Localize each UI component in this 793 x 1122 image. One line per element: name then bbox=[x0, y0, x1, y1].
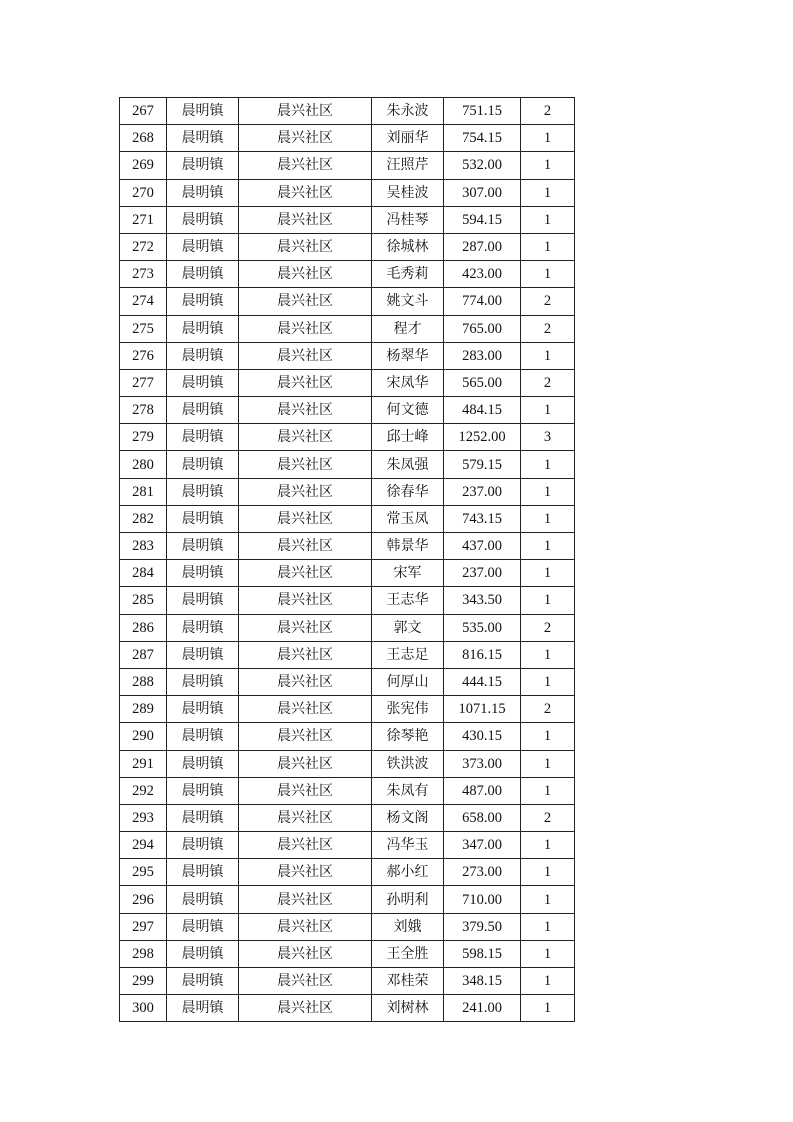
table-row bbox=[120, 723, 575, 750]
amount-cell: 1252.00 bbox=[444, 424, 521, 451]
table-row bbox=[120, 451, 575, 478]
row-index-cell: 269 bbox=[120, 152, 167, 179]
town-cell: 晨明镇 bbox=[167, 560, 239, 587]
town-cell: 晨明镇 bbox=[167, 125, 239, 152]
row-index-cell: 278 bbox=[120, 397, 167, 424]
row-index-cell: 286 bbox=[120, 614, 167, 641]
table-row bbox=[120, 98, 575, 125]
town-cell: 晨明镇 bbox=[167, 288, 239, 315]
table-row bbox=[120, 832, 575, 859]
town-cell: 晨明镇 bbox=[167, 478, 239, 505]
community-cell: 晨兴社区 bbox=[239, 777, 372, 804]
table-row bbox=[120, 696, 575, 723]
count-cell: 1 bbox=[521, 451, 575, 478]
count-cell: 2 bbox=[521, 98, 575, 125]
count-cell: 1 bbox=[521, 777, 575, 804]
count-cell: 1 bbox=[521, 913, 575, 940]
table-row bbox=[120, 913, 575, 940]
count-cell: 1 bbox=[521, 750, 575, 777]
table-row bbox=[120, 668, 575, 695]
data-table bbox=[119, 97, 575, 1022]
name-cell: 程才 bbox=[372, 315, 444, 342]
table-row bbox=[120, 587, 575, 614]
town-cell: 晨明镇 bbox=[167, 369, 239, 396]
amount-cell: 710.00 bbox=[444, 886, 521, 913]
town-cell: 晨明镇 bbox=[167, 505, 239, 532]
town-cell: 晨明镇 bbox=[167, 98, 239, 125]
amount-cell: 765.00 bbox=[444, 315, 521, 342]
community-cell: 晨兴社区 bbox=[239, 533, 372, 560]
table-row bbox=[120, 261, 575, 288]
community-cell: 晨兴社区 bbox=[239, 315, 372, 342]
community-cell: 晨兴社区 bbox=[239, 668, 372, 695]
amount-cell: 241.00 bbox=[444, 995, 521, 1022]
row-index-cell: 273 bbox=[120, 261, 167, 288]
table-row bbox=[120, 777, 575, 804]
amount-cell: 1071.15 bbox=[444, 696, 521, 723]
amount-cell: 754.15 bbox=[444, 125, 521, 152]
name-cell: 铁洪波 bbox=[372, 750, 444, 777]
amount-cell: 579.15 bbox=[444, 451, 521, 478]
count-cell: 1 bbox=[521, 995, 575, 1022]
community-cell: 晨兴社区 bbox=[239, 560, 372, 587]
town-cell: 晨明镇 bbox=[167, 804, 239, 831]
town-cell: 晨明镇 bbox=[167, 533, 239, 560]
town-cell: 晨明镇 bbox=[167, 968, 239, 995]
amount-cell: 273.00 bbox=[444, 859, 521, 886]
amount-cell: 283.00 bbox=[444, 342, 521, 369]
name-cell: 徐城林 bbox=[372, 233, 444, 260]
count-cell: 3 bbox=[521, 424, 575, 451]
row-index-cell: 267 bbox=[120, 98, 167, 125]
community-cell: 晨兴社区 bbox=[239, 696, 372, 723]
table-row bbox=[120, 233, 575, 260]
name-cell: 刘丽华 bbox=[372, 125, 444, 152]
count-cell: 1 bbox=[521, 342, 575, 369]
count-cell: 1 bbox=[521, 723, 575, 750]
amount-cell: 565.00 bbox=[444, 369, 521, 396]
row-index-cell: 296 bbox=[120, 886, 167, 913]
count-cell: 1 bbox=[521, 152, 575, 179]
name-cell: 何文德 bbox=[372, 397, 444, 424]
count-cell: 2 bbox=[521, 288, 575, 315]
row-index-cell: 287 bbox=[120, 641, 167, 668]
row-index-cell: 299 bbox=[120, 968, 167, 995]
town-cell: 晨明镇 bbox=[167, 261, 239, 288]
count-cell: 1 bbox=[521, 668, 575, 695]
town-cell: 晨明镇 bbox=[167, 342, 239, 369]
community-cell: 晨兴社区 bbox=[239, 397, 372, 424]
community-cell: 晨兴社区 bbox=[239, 98, 372, 125]
town-cell: 晨明镇 bbox=[167, 723, 239, 750]
community-cell: 晨兴社区 bbox=[239, 859, 372, 886]
amount-cell: 658.00 bbox=[444, 804, 521, 831]
row-index-cell: 279 bbox=[120, 424, 167, 451]
table-row bbox=[120, 152, 575, 179]
name-cell: 朱凤有 bbox=[372, 777, 444, 804]
table-row bbox=[120, 478, 575, 505]
count-cell: 1 bbox=[521, 233, 575, 260]
name-cell: 朱凤强 bbox=[372, 451, 444, 478]
community-cell: 晨兴社区 bbox=[239, 179, 372, 206]
community-cell: 晨兴社区 bbox=[239, 587, 372, 614]
amount-cell: 774.00 bbox=[444, 288, 521, 315]
community-cell: 晨兴社区 bbox=[239, 369, 372, 396]
community-cell: 晨兴社区 bbox=[239, 804, 372, 831]
amount-cell: 594.15 bbox=[444, 206, 521, 233]
row-index-cell: 298 bbox=[120, 940, 167, 967]
community-cell: 晨兴社区 bbox=[239, 614, 372, 641]
name-cell: 毛秀莉 bbox=[372, 261, 444, 288]
count-cell: 1 bbox=[521, 587, 575, 614]
name-cell: 冯华玉 bbox=[372, 832, 444, 859]
count-cell: 1 bbox=[521, 560, 575, 587]
name-cell: 刘树林 bbox=[372, 995, 444, 1022]
town-cell: 晨明镇 bbox=[167, 424, 239, 451]
town-cell: 晨明镇 bbox=[167, 750, 239, 777]
name-cell: 张宪伟 bbox=[372, 696, 444, 723]
count-cell: 2 bbox=[521, 315, 575, 342]
town-cell: 晨明镇 bbox=[167, 152, 239, 179]
community-cell: 晨兴社区 bbox=[239, 723, 372, 750]
amount-cell: 348.15 bbox=[444, 968, 521, 995]
count-cell: 2 bbox=[521, 804, 575, 831]
name-cell: 王志华 bbox=[372, 587, 444, 614]
town-cell: 晨明镇 bbox=[167, 206, 239, 233]
row-index-cell: 295 bbox=[120, 859, 167, 886]
row-index-cell: 297 bbox=[120, 913, 167, 940]
name-cell: 常玉凤 bbox=[372, 505, 444, 532]
row-index-cell: 281 bbox=[120, 478, 167, 505]
row-index-cell: 270 bbox=[120, 179, 167, 206]
table-row bbox=[120, 804, 575, 831]
community-cell: 晨兴社区 bbox=[239, 206, 372, 233]
table-row bbox=[120, 533, 575, 560]
table-row bbox=[120, 859, 575, 886]
town-cell: 晨明镇 bbox=[167, 315, 239, 342]
name-cell: 邓桂荣 bbox=[372, 968, 444, 995]
name-cell: 姚文斗 bbox=[372, 288, 444, 315]
table-row bbox=[120, 424, 575, 451]
town-cell: 晨明镇 bbox=[167, 614, 239, 641]
table-row bbox=[120, 288, 575, 315]
row-index-cell: 275 bbox=[120, 315, 167, 342]
community-cell: 晨兴社区 bbox=[239, 478, 372, 505]
count-cell: 1 bbox=[521, 886, 575, 913]
town-cell: 晨明镇 bbox=[167, 940, 239, 967]
count-cell: 1 bbox=[521, 397, 575, 424]
row-index-cell: 282 bbox=[120, 505, 167, 532]
row-index-cell: 291 bbox=[120, 750, 167, 777]
row-index-cell: 277 bbox=[120, 369, 167, 396]
community-cell: 晨兴社区 bbox=[239, 641, 372, 668]
count-cell: 1 bbox=[521, 505, 575, 532]
table-row bbox=[120, 179, 575, 206]
name-cell: 宋凤华 bbox=[372, 369, 444, 396]
row-index-cell: 293 bbox=[120, 804, 167, 831]
table-row bbox=[120, 940, 575, 967]
count-cell: 2 bbox=[521, 696, 575, 723]
name-cell: 吴桂波 bbox=[372, 179, 444, 206]
name-cell: 汪照芹 bbox=[372, 152, 444, 179]
count-cell: 1 bbox=[521, 179, 575, 206]
name-cell: 刘娥 bbox=[372, 913, 444, 940]
community-cell: 晨兴社区 bbox=[239, 968, 372, 995]
name-cell: 徐春华 bbox=[372, 478, 444, 505]
table-row bbox=[120, 560, 575, 587]
row-index-cell: 300 bbox=[120, 995, 167, 1022]
town-cell: 晨明镇 bbox=[167, 587, 239, 614]
town-cell: 晨明镇 bbox=[167, 233, 239, 260]
community-cell: 晨兴社区 bbox=[239, 832, 372, 859]
table-row bbox=[120, 995, 575, 1022]
amount-cell: 816.15 bbox=[444, 641, 521, 668]
town-cell: 晨明镇 bbox=[167, 668, 239, 695]
name-cell: 王志足 bbox=[372, 641, 444, 668]
town-cell: 晨明镇 bbox=[167, 696, 239, 723]
name-cell: 孙明利 bbox=[372, 886, 444, 913]
community-cell: 晨兴社区 bbox=[239, 342, 372, 369]
amount-cell: 437.00 bbox=[444, 533, 521, 560]
row-index-cell: 288 bbox=[120, 668, 167, 695]
row-index-cell: 274 bbox=[120, 288, 167, 315]
community-cell: 晨兴社区 bbox=[239, 424, 372, 451]
row-index-cell: 283 bbox=[120, 533, 167, 560]
count-cell: 1 bbox=[521, 859, 575, 886]
community-cell: 晨兴社区 bbox=[239, 152, 372, 179]
town-cell: 晨明镇 bbox=[167, 397, 239, 424]
name-cell: 邱士峰 bbox=[372, 424, 444, 451]
amount-cell: 307.00 bbox=[444, 179, 521, 206]
name-cell: 冯桂琴 bbox=[372, 206, 444, 233]
town-cell: 晨明镇 bbox=[167, 886, 239, 913]
row-index-cell: 280 bbox=[120, 451, 167, 478]
amount-cell: 535.00 bbox=[444, 614, 521, 641]
community-cell: 晨兴社区 bbox=[239, 940, 372, 967]
town-cell: 晨明镇 bbox=[167, 179, 239, 206]
amount-cell: 343.50 bbox=[444, 587, 521, 614]
amount-cell: 751.15 bbox=[444, 98, 521, 125]
community-cell: 晨兴社区 bbox=[239, 913, 372, 940]
town-cell: 晨明镇 bbox=[167, 913, 239, 940]
table-row bbox=[120, 125, 575, 152]
count-cell: 1 bbox=[521, 940, 575, 967]
town-cell: 晨明镇 bbox=[167, 451, 239, 478]
town-cell: 晨明镇 bbox=[167, 995, 239, 1022]
community-cell: 晨兴社区 bbox=[239, 505, 372, 532]
count-cell: 1 bbox=[521, 125, 575, 152]
community-cell: 晨兴社区 bbox=[239, 288, 372, 315]
row-index-cell: 294 bbox=[120, 832, 167, 859]
amount-cell: 743.15 bbox=[444, 505, 521, 532]
name-cell: 郝小红 bbox=[372, 859, 444, 886]
row-index-cell: 271 bbox=[120, 206, 167, 233]
amount-cell: 423.00 bbox=[444, 261, 521, 288]
community-cell: 晨兴社区 bbox=[239, 995, 372, 1022]
community-cell: 晨兴社区 bbox=[239, 750, 372, 777]
amount-cell: 487.00 bbox=[444, 777, 521, 804]
count-cell: 1 bbox=[521, 478, 575, 505]
community-cell: 晨兴社区 bbox=[239, 261, 372, 288]
row-index-cell: 276 bbox=[120, 342, 167, 369]
table-row bbox=[120, 206, 575, 233]
table-row bbox=[120, 968, 575, 995]
count-cell: 1 bbox=[521, 968, 575, 995]
amount-cell: 373.00 bbox=[444, 750, 521, 777]
amount-cell: 430.15 bbox=[444, 723, 521, 750]
row-index-cell: 272 bbox=[120, 233, 167, 260]
amount-cell: 237.00 bbox=[444, 560, 521, 587]
name-cell: 朱永波 bbox=[372, 98, 444, 125]
town-cell: 晨明镇 bbox=[167, 859, 239, 886]
table-row bbox=[120, 369, 575, 396]
community-cell: 晨兴社区 bbox=[239, 233, 372, 260]
community-cell: 晨兴社区 bbox=[239, 451, 372, 478]
amount-cell: 237.00 bbox=[444, 478, 521, 505]
amount-cell: 532.00 bbox=[444, 152, 521, 179]
town-cell: 晨明镇 bbox=[167, 777, 239, 804]
row-index-cell: 284 bbox=[120, 560, 167, 587]
row-index-cell: 285 bbox=[120, 587, 167, 614]
town-cell: 晨明镇 bbox=[167, 832, 239, 859]
table-body bbox=[120, 98, 575, 1022]
amount-cell: 379.50 bbox=[444, 913, 521, 940]
name-cell: 杨文阁 bbox=[372, 804, 444, 831]
community-cell: 晨兴社区 bbox=[239, 886, 372, 913]
community-cell: 晨兴社区 bbox=[239, 125, 372, 152]
name-cell: 徐琴艳 bbox=[372, 723, 444, 750]
table-row bbox=[120, 614, 575, 641]
amount-cell: 347.00 bbox=[444, 832, 521, 859]
count-cell: 1 bbox=[521, 832, 575, 859]
count-cell: 1 bbox=[521, 533, 575, 560]
amount-cell: 444.15 bbox=[444, 668, 521, 695]
name-cell: 韩景华 bbox=[372, 533, 444, 560]
table-row bbox=[120, 641, 575, 668]
count-cell: 2 bbox=[521, 614, 575, 641]
table-row bbox=[120, 886, 575, 913]
table-row bbox=[120, 342, 575, 369]
amount-cell: 287.00 bbox=[444, 233, 521, 260]
count-cell: 1 bbox=[521, 641, 575, 668]
count-cell: 2 bbox=[521, 369, 575, 396]
name-cell: 王全胜 bbox=[372, 940, 444, 967]
count-cell: 1 bbox=[521, 206, 575, 233]
name-cell: 宋军 bbox=[372, 560, 444, 587]
table-row bbox=[120, 750, 575, 777]
town-cell: 晨明镇 bbox=[167, 641, 239, 668]
table-row bbox=[120, 397, 575, 424]
count-cell: 1 bbox=[521, 261, 575, 288]
table-row bbox=[120, 505, 575, 532]
amount-cell: 484.15 bbox=[444, 397, 521, 424]
name-cell: 郭文 bbox=[372, 614, 444, 641]
name-cell: 杨翠华 bbox=[372, 342, 444, 369]
row-index-cell: 289 bbox=[120, 696, 167, 723]
row-index-cell: 268 bbox=[120, 125, 167, 152]
row-index-cell: 290 bbox=[120, 723, 167, 750]
amount-cell: 598.15 bbox=[444, 940, 521, 967]
row-index-cell: 292 bbox=[120, 777, 167, 804]
name-cell: 何厚山 bbox=[372, 668, 444, 695]
table-row bbox=[120, 315, 575, 342]
